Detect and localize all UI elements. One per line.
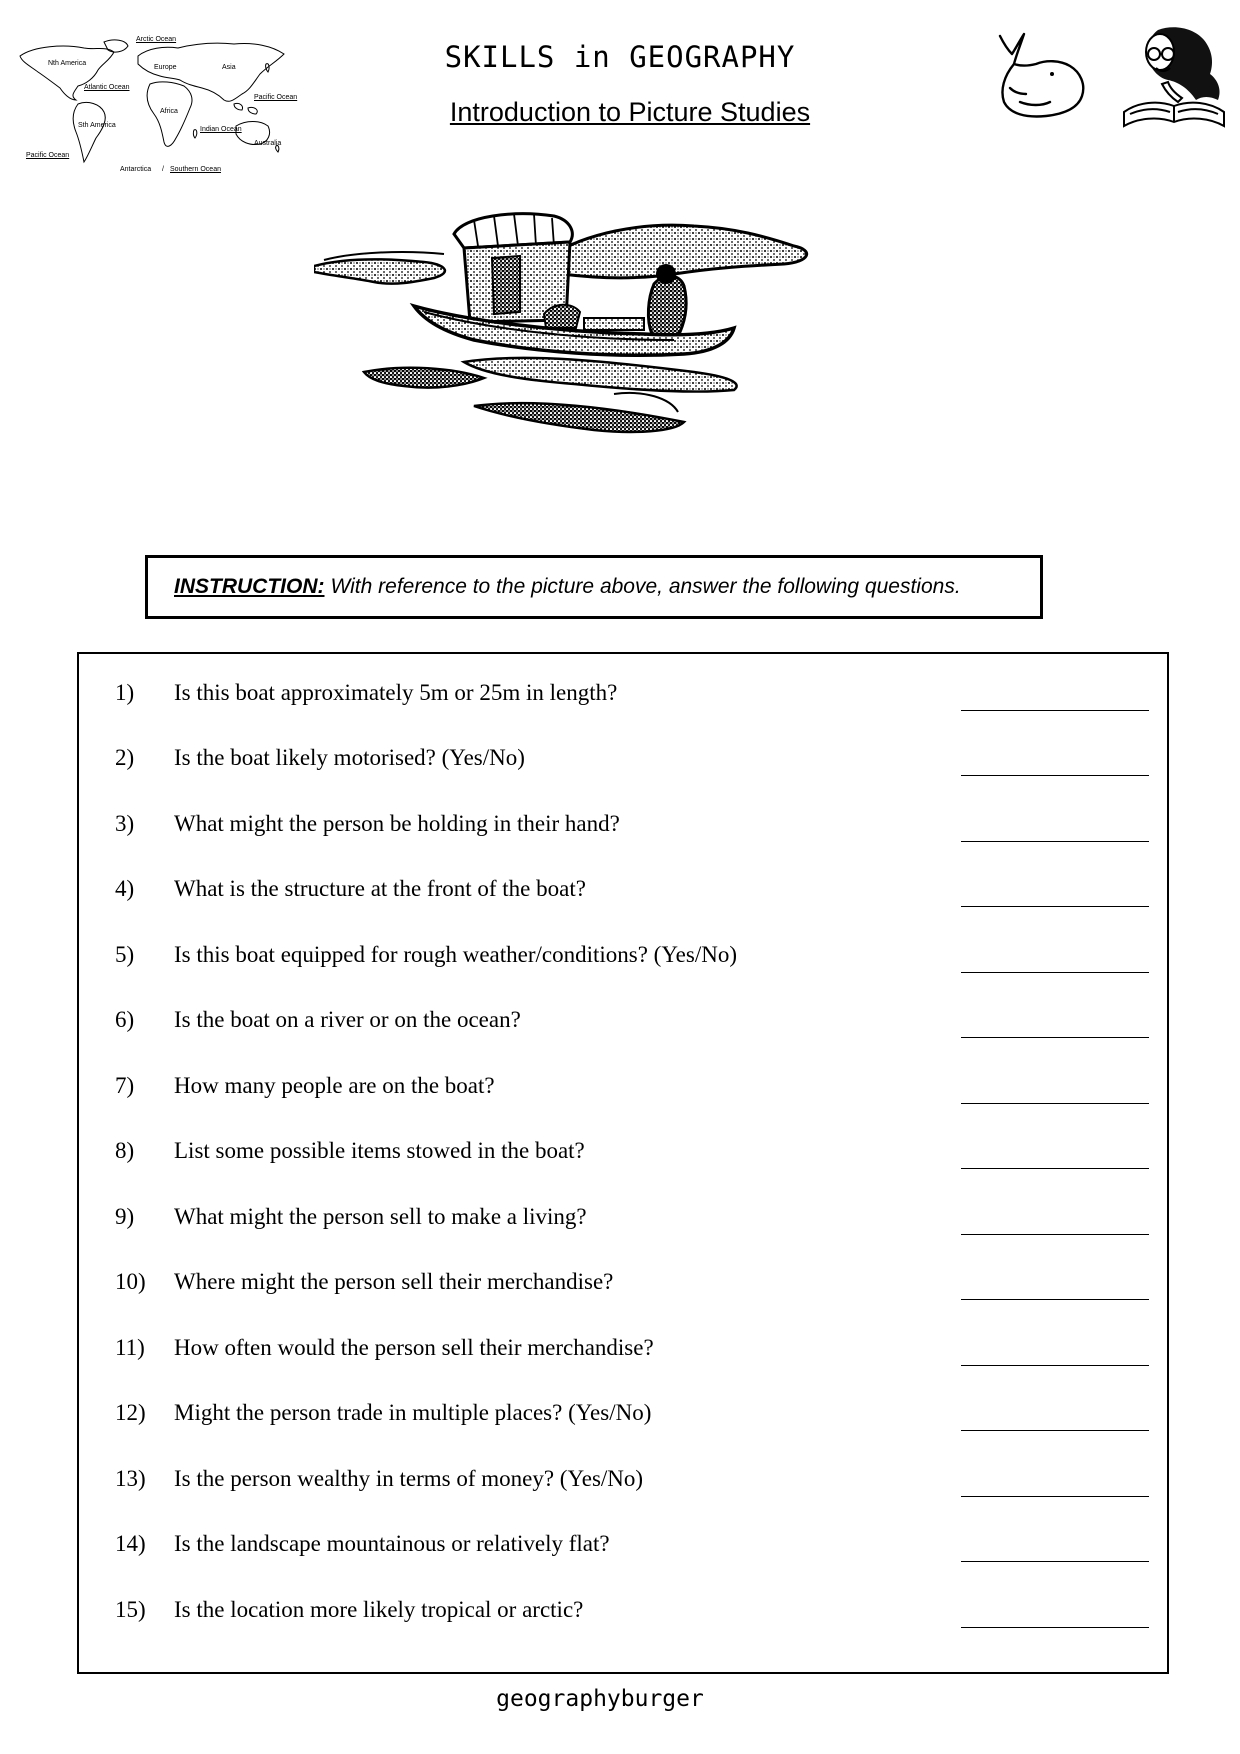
instruction-box	[145, 555, 1043, 619]
map-label-south-america: Sth America	[78, 122, 116, 129]
question-row	[115, 1073, 1115, 1113]
questions-box	[77, 652, 1169, 1674]
question-text: Is this boat approximately 5m or 25m in length?	[174, 680, 618, 705]
question-text: Is the person wealthy in terms of money? (Yes/No)	[174, 1466, 644, 1491]
map-label-atlantic-ocean: Atlantic Ocean	[84, 84, 130, 91]
answer-line[interactable]	[961, 1430, 1149, 1431]
map-label-asia: Asia	[222, 64, 236, 71]
question-row	[115, 1400, 1115, 1440]
map-label-europe: Europe	[154, 64, 177, 71]
question-text: Might the person trade in multiple places? (Yes/No)	[174, 1400, 652, 1425]
answer-line[interactable]	[961, 1627, 1149, 1628]
map-label-australia: Australia	[254, 140, 282, 147]
map-label-antarctica: Antarctica	[120, 166, 152, 173]
question-number: 3)	[115, 811, 135, 836]
answer-line[interactable]	[961, 906, 1149, 907]
question-text: List some possible items stowed in the boat?	[174, 1138, 585, 1163]
answer-line[interactable]	[961, 1561, 1149, 1562]
question-row	[115, 811, 1115, 851]
question-row	[115, 680, 1115, 720]
question-row	[115, 1466, 1115, 1506]
question-number: 9)	[115, 1204, 135, 1229]
question-row	[115, 876, 1115, 916]
question-number: 7)	[115, 1073, 135, 1098]
answer-line[interactable]	[961, 1037, 1149, 1038]
reader-with-book-icon	[1118, 22, 1230, 130]
answer-line[interactable]	[961, 972, 1149, 973]
question-number: 6)	[115, 1007, 135, 1032]
map-label-pacific-ocean-right: Pacific Ocean	[254, 94, 298, 101]
question-number: 15)	[115, 1597, 146, 1622]
question-text: How many people are on the boat?	[174, 1073, 495, 1098]
question-row	[115, 1531, 1115, 1571]
answer-line[interactable]	[961, 1103, 1149, 1104]
question-number: 5)	[115, 942, 135, 967]
boat-sketch	[314, 202, 904, 492]
question-row	[115, 1204, 1115, 1244]
question-row	[115, 1138, 1115, 1178]
question-text: How often would the person sell their merchandise?	[174, 1335, 654, 1360]
question-number: 1)	[115, 680, 135, 705]
question-number: 8)	[115, 1138, 135, 1163]
map-label-pacific-ocean-left: Pacific Ocean	[26, 152, 70, 159]
answer-line[interactable]	[961, 775, 1149, 776]
answer-line[interactable]	[961, 1496, 1149, 1497]
question-number: 10)	[115, 1269, 146, 1294]
question-number: 14)	[115, 1531, 146, 1556]
question-row	[115, 1269, 1115, 1309]
answer-line[interactable]	[961, 841, 1149, 842]
answer-line[interactable]	[961, 710, 1149, 711]
question-text: Is the landscape mountainous or relatively flat?	[174, 1531, 610, 1556]
page-subtitle: Introduction to Picture Studies	[449, 97, 811, 127]
question-number: 11)	[115, 1335, 145, 1360]
map-label-north-america: Nth America	[48, 60, 87, 67]
whale-icon	[990, 28, 1090, 123]
footer-brand: geographyburger	[496, 1686, 704, 1712]
map-label-southern-ocean: Southern Ocean	[170, 166, 221, 173]
map-label-arctic-ocean: Arctic Ocean	[136, 36, 177, 43]
question-number: 4)	[115, 876, 135, 901]
map-label-africa: Africa	[160, 108, 178, 115]
question-text: Is the boat likely motorised? (Yes/No)	[174, 745, 525, 770]
answer-line[interactable]	[961, 1168, 1149, 1169]
instruction-label: INSTRUCTION:	[174, 575, 325, 598]
question-number: 13)	[115, 1466, 146, 1491]
answer-line[interactable]	[961, 1365, 1149, 1366]
answer-line[interactable]	[961, 1234, 1149, 1235]
question-row	[115, 1335, 1115, 1375]
question-text: Is the boat on a river or on the ocean?	[174, 1007, 521, 1032]
question-text: Is this boat equipped for rough weather/conditions? (Yes/No)	[174, 942, 737, 967]
page-title: SKILLS in GEOGRAPHY	[444, 40, 796, 74]
question-number: 2)	[115, 745, 135, 770]
map-label-slash: /	[162, 166, 164, 173]
question-text: What might the person sell to make a living?	[174, 1204, 587, 1229]
question-text: What might the person be holding in their hand?	[174, 811, 620, 836]
question-row	[115, 1007, 1115, 1047]
boat-illustration	[314, 202, 904, 492]
question-row	[115, 745, 1115, 785]
question-number: 12)	[115, 1400, 146, 1425]
map-label-indian-ocean: Indian Ocean	[200, 126, 242, 133]
instruction-text: With reference to the picture above, answer the following questions.	[330, 575, 961, 598]
question-text: Where might the person sell their merchandise?	[174, 1269, 614, 1294]
question-row	[115, 942, 1115, 982]
question-text: Is the location more likely tropical or arctic?	[174, 1597, 584, 1622]
answer-line[interactable]	[961, 1299, 1149, 1300]
question-text: What is the structure at the front of the boat?	[174, 876, 586, 901]
question-row	[115, 1597, 1115, 1637]
